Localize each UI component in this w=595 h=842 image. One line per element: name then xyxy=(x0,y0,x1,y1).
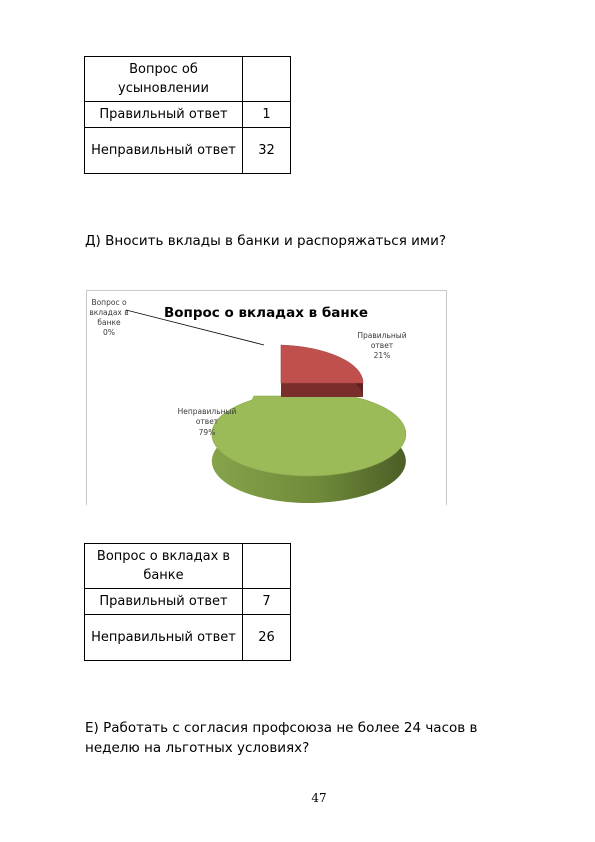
wrong-label-line-1: Неправильный xyxy=(177,407,237,416)
wrong-answer-label: Неправильный ответ xyxy=(85,615,243,661)
correct-label-percent: 21% xyxy=(373,351,391,360)
correct-slice-edge xyxy=(281,383,363,397)
bank-deposit-pie-chart xyxy=(86,290,447,506)
wrong-label-percent: 79% xyxy=(198,428,216,437)
bank-deposit-question-table xyxy=(84,543,291,661)
correct-answer-label: Правильный ответ xyxy=(85,102,243,128)
wrong-answer-count: 26 xyxy=(243,615,291,661)
correct-answer-count: 1 xyxy=(243,102,291,128)
table-header-value xyxy=(243,57,291,102)
adoption-question-table xyxy=(84,56,291,174)
question-d-text: Д) Вносить вклады в банки и распоряжаться ими? xyxy=(85,233,447,249)
table-header-value xyxy=(243,544,291,589)
table-header-cell: Вопрос об усыновлении xyxy=(85,57,243,102)
correct-answer-count: 7 xyxy=(243,589,291,615)
pie-slice-wrong-answer xyxy=(212,396,406,476)
zero-label-line-1: Вопрос о xyxy=(91,298,127,307)
wrong-label-line-2: ответ xyxy=(195,417,219,426)
zero-label-line-3: банке xyxy=(97,318,121,327)
zero-label-line-2: вкладах в xyxy=(89,308,129,317)
wrong-answer-label: Неправильный ответ xyxy=(85,128,243,174)
page-number: 47 xyxy=(311,791,327,805)
wrong-answer-count: 32 xyxy=(243,128,291,174)
question-e-text: Е) Работать с согласия профсоюза не более 24 часов в неделю на льготных условиях? xyxy=(85,720,478,756)
correct-label-line-2: ответ xyxy=(370,341,394,350)
chart-title: Вопрос о вкладах в банке xyxy=(163,305,369,321)
zero-label-percent: 0% xyxy=(103,328,115,337)
table-header-cell: Вопрос о вкладах в банке xyxy=(85,544,243,589)
correct-answer-label: Правильный ответ xyxy=(85,589,243,615)
correct-label-line-1: Правильный xyxy=(357,331,407,340)
